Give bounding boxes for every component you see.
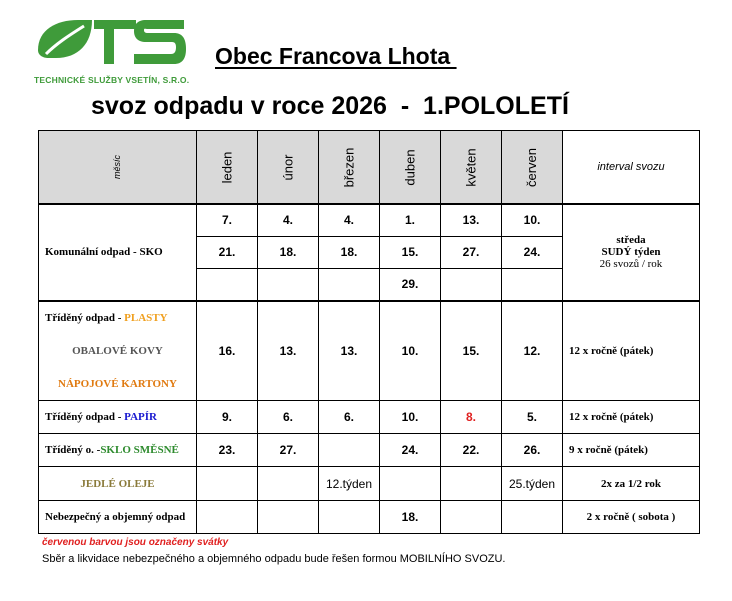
- page-title: Obec Francova Lhota: [215, 43, 457, 69]
- date-cell: 29.: [380, 269, 441, 301]
- header-row: [39, 131, 700, 205]
- table-row: [39, 301, 700, 334]
- interval-header: interval svozu: [563, 131, 700, 205]
- month-february: únor: [258, 131, 319, 205]
- date-cell: [502, 500, 563, 533]
- table-row: [39, 204, 700, 236]
- date-cell: [441, 500, 502, 533]
- date-cell: 13.: [319, 301, 380, 401]
- sklo-label-prefix: Tříděný o. -: [45, 444, 101, 457]
- date-cell: 4.: [319, 204, 380, 236]
- plasty-label: [39, 301, 197, 334]
- date-cell: 15.: [441, 301, 502, 401]
- date-cell: [258, 500, 319, 533]
- papir-label-colored: PAPÍR: [124, 411, 157, 424]
- date-cell: 27.: [258, 434, 319, 467]
- table-row: [39, 467, 700, 500]
- month-may: květen: [441, 131, 502, 205]
- date-cell: 23.: [197, 434, 258, 467]
- table-row: [39, 434, 700, 467]
- date-cell: 22.: [441, 434, 502, 467]
- papir-label: [39, 400, 197, 433]
- date-cell: [258, 467, 319, 500]
- date-cell: 16.: [197, 301, 258, 401]
- sklo-label-colored: SKLO SMĚSNÉ: [100, 444, 179, 457]
- date-cell: [502, 269, 563, 301]
- date-cell: [319, 434, 380, 467]
- sklo-label: [39, 434, 197, 467]
- month-june: červen: [502, 131, 563, 205]
- date-cell: 21.: [197, 236, 258, 268]
- mobile-collection-note: Sběr a likvidace nebezpečného a objemného odpadu bude řešen formou MOBILNÍHO SVOZU.: [42, 553, 506, 565]
- month-header-label: měsíc: [112, 155, 123, 180]
- date-cell: 13.: [258, 301, 319, 401]
- month-january: leden: [197, 131, 258, 205]
- date-cell: 1.: [380, 204, 441, 236]
- date-cell: 18.: [258, 236, 319, 268]
- date-cell: 12.týden: [319, 467, 380, 500]
- date-cell: 5.: [502, 400, 563, 433]
- komunalni-interval: [563, 204, 700, 301]
- date-cell: 25.týden: [502, 467, 563, 500]
- date-cell: 10.: [380, 400, 441, 433]
- date-cell: [319, 269, 380, 301]
- date-cell: [197, 467, 258, 500]
- date-cell: [441, 269, 502, 301]
- date-cell: 4.: [258, 204, 319, 236]
- date-cell: [380, 467, 441, 500]
- date-cell: 6.: [258, 400, 319, 433]
- date-cell: 15.: [380, 236, 441, 268]
- sklo-interval: 9 x ročně (pátek): [563, 434, 700, 467]
- company-name: TECHNICKÉ SLUŽBY VSETÍN, S.R.O.: [34, 75, 190, 85]
- date-cell: 13.: [441, 204, 502, 236]
- kartony-label: NÁPOJOVÉ KARTONY: [39, 367, 197, 400]
- date-cell: 18.: [319, 236, 380, 268]
- komunalni-label: Komunální odpad - SKO: [39, 204, 197, 301]
- holiday-date-cell: 8.: [441, 400, 502, 433]
- date-cell: 24.: [502, 236, 563, 268]
- nebezpecny-interval: 2 x ročně ( sobota ): [563, 500, 700, 533]
- date-cell: [197, 500, 258, 533]
- date-cell: 6.: [319, 400, 380, 433]
- date-cell: 10.: [502, 204, 563, 236]
- oleje-interval: 2x za 1/2 rok: [563, 467, 700, 500]
- date-cell: 7.: [197, 204, 258, 236]
- month-header-cell: [39, 131, 197, 205]
- papir-label-prefix: Tříděný odpad -: [45, 411, 125, 424]
- month-march: březen: [319, 131, 380, 205]
- date-cell: 12.: [502, 301, 563, 401]
- schedule-table: [38, 130, 700, 534]
- month-april: duben: [380, 131, 441, 205]
- nebezpecny-label: Nebezpečný a objemný odpad: [39, 500, 197, 533]
- date-cell: [319, 500, 380, 533]
- table-row: [39, 400, 700, 433]
- date-cell: 24.: [380, 434, 441, 467]
- date-cell: 26.: [502, 434, 563, 467]
- holiday-note: červenou barvou jsou označeny svátky: [42, 537, 229, 548]
- kovy-label: OBALOVÉ KOVY: [39, 334, 197, 367]
- interval-count: 26 svozů / rok: [599, 258, 663, 271]
- oleje-label: JEDLÉ OLEJE: [39, 467, 197, 500]
- plasty-label-colored: PLASTY: [124, 311, 168, 324]
- date-cell: [197, 269, 258, 301]
- date-cell: [258, 269, 319, 301]
- date-cell: 18.: [380, 500, 441, 533]
- plasty-interval: 12 x ročně (pátek): [563, 301, 700, 401]
- table-row: [39, 500, 700, 533]
- page-subtitle: svoz odpadu v roce 2026 - 1.POLOLETÍ: [91, 92, 569, 120]
- interval-week: SUDÝ týden: [601, 246, 661, 259]
- date-cell: 10.: [380, 301, 441, 401]
- date-cell: [441, 467, 502, 500]
- leaf-logo-icon: [34, 14, 194, 78]
- date-cell: 9.: [197, 400, 258, 433]
- plasty-label-prefix: Tříděný odpad -: [45, 311, 125, 324]
- papir-interval: 12 x ročně (pátek): [563, 400, 700, 433]
- date-cell: 27.: [441, 236, 502, 268]
- interval-day: středa: [616, 234, 646, 247]
